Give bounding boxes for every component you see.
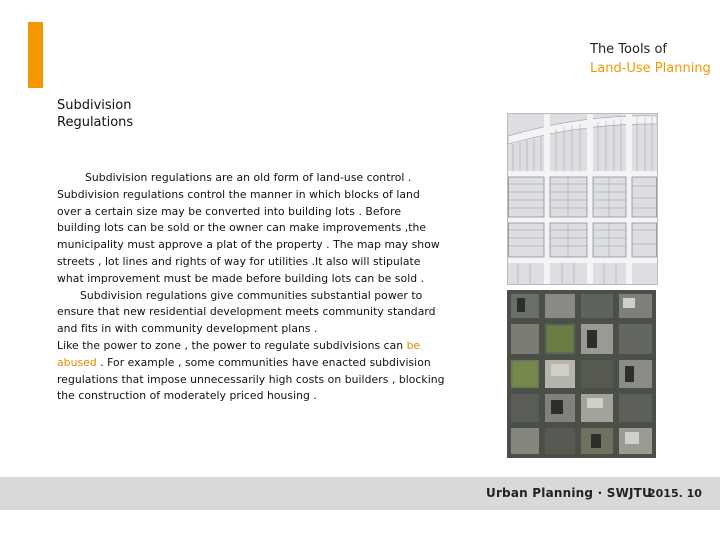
aerial-photo-drawing <box>507 290 656 458</box>
accent-bar <box>28 22 43 88</box>
highlighted-phrase: be abused <box>57 338 421 369</box>
paragraph-3-end: . For example , some communities have enacted subdivision regulations that impose unnecessarily high costs on builders , blocking the construction of moderately priced housing . <box>57 355 445 403</box>
header-title-line2: Land-Use Planning <box>590 61 711 76</box>
header-title-line1: The Tools of <box>590 42 667 57</box>
paragraph-2: Subdivision regulations give communities substantial power to ensure that new residential development meets community standard and fits in with community development plans . <box>57 288 436 336</box>
footer-date: 2015. 10 <box>648 487 702 500</box>
section-heading-line1: Subdivision <box>57 98 132 113</box>
footer-course-label: Urban Planning · SWJTU <box>486 486 652 500</box>
section-heading-line2: Regulations <box>57 115 134 130</box>
plat-map-drawing <box>508 114 657 284</box>
paragraph-1: Subdivision regulations are an old form of land-use control . Subdivision regulations control the manner in which blocks of land over a certain size may be converted into building lots . Before building lots can be sold or the owner can make improvements ,the municipality must approve a plat of the property . The map may show streets , lot lines and rights of way for utilities .It also will stipulate what improvement must be made before building lots can be sold . <box>57 171 440 285</box>
aerial-photo-image <box>507 290 656 458</box>
header-title <box>590 40 715 78</box>
body-text <box>57 170 445 405</box>
plat-map-image <box>507 113 658 285</box>
paragraph-3-start: Like the power to zone , the power to regulate subdivisions can <box>57 338 407 352</box>
paragraph-3 <box>57 338 445 405</box>
section-heading <box>57 97 217 131</box>
